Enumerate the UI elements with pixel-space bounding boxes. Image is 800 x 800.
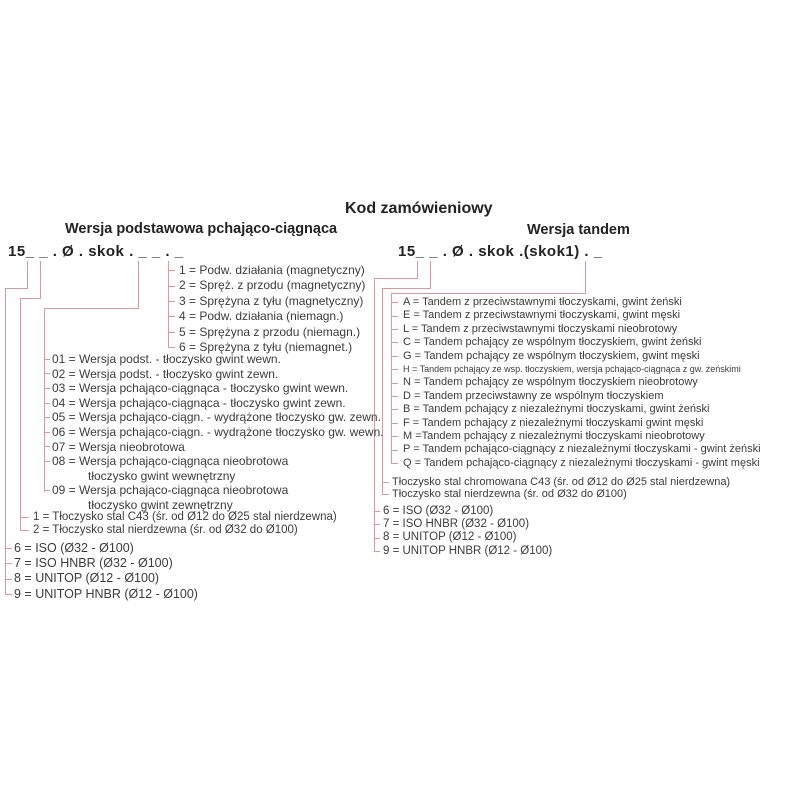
list-item-continuation: tłoczysko gwint wewnętrzny — [88, 468, 236, 483]
list-item: 1 = Tłoczysko stal C43 (śr. od Ø12 do Ø25 stal nierdzewna) — [33, 511, 337, 523]
list-item: Q = Tandem pchająco-ciągnący z niezależnymi tłoczyskami - gwint męski — [403, 456, 760, 469]
left-column-heading: Wersja podstawowa pchająco-ciągnąca — [65, 221, 338, 237]
list-item: 3 = Sprężyna z tyłu (magnetyczny) — [179, 293, 364, 308]
left-version-options-list — [52, 352, 384, 513]
list-item: 2 = Tłoczysko stal nierdzewna (śr. od Ø32 do Ø100) — [33, 524, 337, 537]
list-item: 6 = Sprężyna z tyłu (niemagnet.) — [179, 340, 365, 355]
list-item: 7 = ISO HNBR (Ø32 - Ø100) — [383, 518, 552, 531]
list-item: 7 = ISO HNBR (Ø32 - Ø100) — [14, 556, 198, 571]
connector-line — [382, 288, 431, 289]
list-item: 09 = Wersja pchająco-ciągnąca nieobrotowa — [52, 483, 384, 498]
right-rod-options-list — [392, 477, 730, 500]
list-item: 03 = Wersja pchająco-ciągnąca - tłoczysko gwint wewn. — [52, 381, 384, 396]
connector-line — [5, 288, 28, 289]
list-item: C = Tandem pchający ze wspólnym tłoczyskiem, gwint żeński — [403, 336, 761, 349]
connector-line — [44, 308, 139, 309]
right-seal-options-list — [383, 505, 552, 558]
connector-line — [168, 261, 169, 348]
list-item: Tłoczysko stal nierdzewna (śr. od Ø32 do Ø100) — [392, 489, 730, 501]
list-item: 01 = Wersja podst. - tłoczysko gwint wewn. — [52, 352, 384, 367]
list-item: L = Tandem z przeciwstawnymi tłoczyskami nieobrotowy — [403, 323, 761, 336]
list-item: 9 = UNITOP HNBR (Ø12 - Ø100) — [383, 544, 553, 557]
connector-line — [430, 261, 431, 288]
list-item: 8 = UNITOP (Ø12 - Ø100) — [383, 531, 552, 544]
connector-line — [27, 261, 28, 288]
connector-line — [391, 293, 392, 464]
connector-line — [374, 278, 418, 279]
right-column-heading: Wersja tandem — [527, 222, 630, 238]
list-item: 04 = Wersja pchająco-ciągnąca - tłoczysko gwint zewn. — [52, 396, 384, 411]
list-item: N = Tandem pchający ze wspólnym tłoczyskiem nieobrotowy — [403, 376, 761, 389]
connector-line — [44, 308, 45, 492]
list-item: M =Tandem pchający z niezależnymi tłoczyskami nieobrotowy — [403, 430, 761, 443]
list-item: 5 = Sprężyna z przodu (niemagn.) — [179, 325, 365, 340]
list-item: D = Tandem przeciwstawny ze wspólnym tłoczyskiem — [403, 390, 761, 403]
connector-line — [585, 261, 586, 293]
list-item: 9 = UNITOP HNBR (Ø12 - Ø100) — [14, 586, 198, 601]
list-item: E = Tandem z przeciwstawnymi tłoczyskami, gwint męski — [403, 309, 761, 322]
list-item: G = Tandem pchający ze wspólnym tłoczyskiem, gwint męski — [403, 350, 761, 363]
list-item: 2 = Spręż. z przodu (magnetyczny) — [179, 278, 366, 293]
list-item: B = Tandem pchający z niezależnymi tłoczyskami, gwint żeński — [403, 403, 761, 416]
list-item: 1 = Podw. działania (magnetyczny) — [179, 263, 365, 277]
list-item-continuation: tłoczysko gwint zewnętrzny — [88, 497, 233, 512]
list-item: 07 = Wersja nieobrotowa — [52, 440, 384, 455]
list-item: H = Tandem pchający ze wsp. tłoczyskiem, wersja pchająco-ciągnąca z gw. żeńskimi — [403, 363, 761, 376]
connector-line — [20, 298, 21, 531]
list-item: 08 = Wersja pchająco-ciągnąca nieobrotowa — [52, 454, 384, 469]
left-order-code: 15_ _ . Ø . skok . _ _ . _ — [8, 243, 184, 260]
right-order-code: 15_ _ . Ø . skok .(skok1) . _ — [398, 243, 603, 260]
left-rod-options-list — [33, 511, 337, 537]
list-item: 4 = Podw. działania (niemagn.) — [179, 309, 365, 324]
connector-line — [391, 293, 586, 294]
list-item: F = Tandem pchający z niezależnymi tłoczyskami gwint męski — [403, 417, 761, 430]
left-action-options-list — [179, 263, 365, 355]
list-item: 6 = ISO (Ø32 - Ø100) — [383, 505, 552, 518]
list-item: 06 = Wersja pchająco-ciągn. - wydrążone tłoczysko gw. wewn. — [52, 424, 384, 439]
list-item: 05 = Wersja pchająco-ciągn. - wydrążone tłoczysko gw. zewn. — [52, 410, 384, 425]
connector-line — [20, 298, 41, 299]
list-item: 8 = UNITOP (Ø12 - Ø100) — [14, 571, 198, 586]
list-item: A = Tandem z przeciwstawnymi tłoczyskami, gwint żeński — [403, 296, 761, 309]
connector-line — [138, 261, 139, 308]
connector-line — [40, 261, 41, 298]
list-item: Tłoczysko stal chromowana C43 (śr. od Ø12 do Ø25 stal nierdzewna) — [392, 476, 731, 488]
page-title: Kod zamówieniowy — [345, 200, 493, 217]
connector-line — [417, 261, 418, 278]
list-item: 02 = Wersja podst. - tłoczysko gwint zewn. — [52, 367, 384, 382]
list-item: 6 = ISO (Ø32 - Ø100) — [14, 541, 198, 556]
left-seal-options-list — [14, 541, 198, 602]
right-tandem-options-list — [403, 296, 761, 470]
list-item: P = Tandem pchająco-ciągnący z niezależnymi tłoczyskami - gwint żeński — [403, 443, 761, 456]
